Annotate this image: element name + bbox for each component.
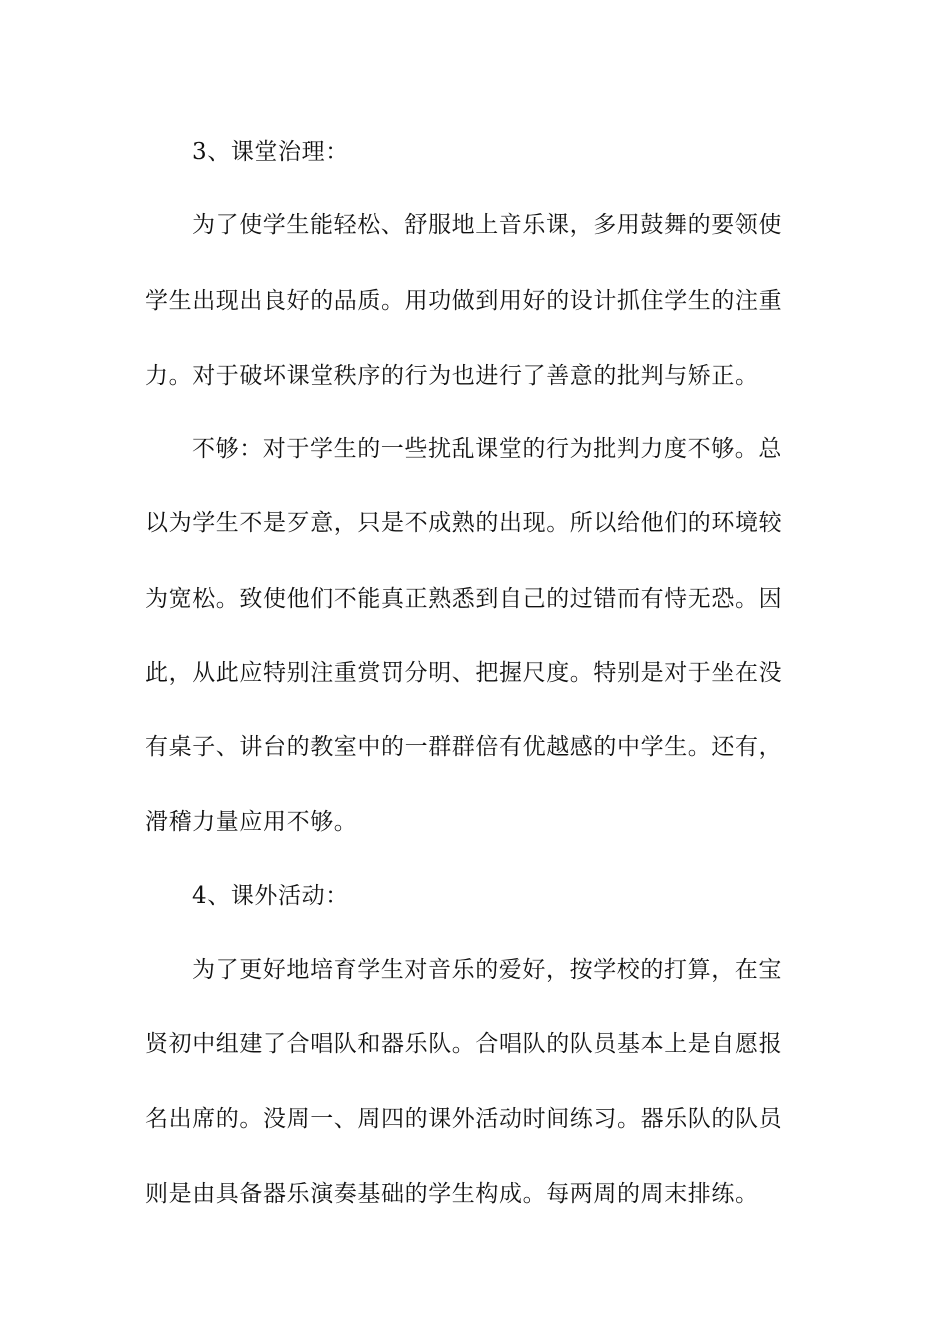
section-heading-classroom-management: 3、课堂治理： — [192, 139, 349, 165]
section-heading-extracurricular: 4、课外活动： — [192, 883, 349, 909]
paragraph-line: 力。对于破坏课堂秩序的行为也进行了善意的批判与矫正。 — [145, 363, 759, 389]
paragraph-line: 有桌子、讲台的教室中的一群群倍有优越感的中学生。还有， — [145, 734, 783, 760]
paragraph-line: 贤初中组建了合唱队和器乐队。合唱队的队员基本上是自愿报 — [145, 1031, 783, 1057]
paragraph-line: 为宽松。致使他们不能真正熟悉到自己的过错而有恃无恐。因 — [145, 586, 783, 612]
paragraph-line: 学生出现出良好的品质。用功做到用好的设计抓住学生的注重 — [145, 288, 783, 314]
paragraph-line: 为了更好地培育学生对音乐的爱好，按学校的打算，在宝 — [192, 957, 782, 983]
paragraph-line: 滑稽力量应用不够。 — [145, 809, 358, 835]
paragraph-line: 以为学生不是歹意，只是不成熟的出现。所以给他们的环境较 — [145, 510, 783, 536]
paragraph-line: 不够：对于学生的一些扰乱课堂的行为批判力度不够。总 — [192, 436, 782, 462]
paragraph-line: 名出席的。没周一、周四的课外活动时间练习。器乐队的队员 — [145, 1106, 783, 1132]
paragraph-line: 此，从此应特别注重赏罚分明、把握尺度。特别是对于坐在没 — [145, 660, 783, 686]
paragraph-line: 则是由具备器乐演奏基础的学生构成。每两周的周末排练。 — [145, 1181, 759, 1207]
paragraph-line: 为了使学生能轻松、舒服地上音乐课，多用鼓舞的要领使 — [192, 212, 782, 238]
